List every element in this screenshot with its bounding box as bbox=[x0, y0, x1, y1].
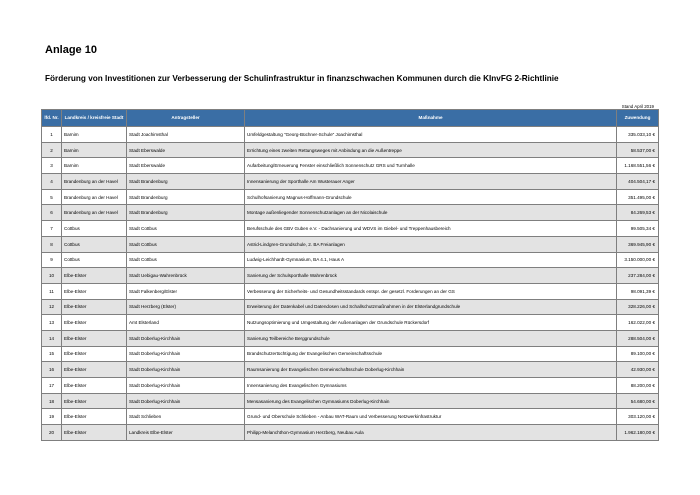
table-row bbox=[42, 362, 659, 378]
cell-antragsteller: Stadt Doberlug-Kirchhain bbox=[127, 393, 245, 409]
cell-antragsteller: Stadt Doberlug-Kirchhain bbox=[127, 362, 245, 378]
cell-nr: 9 bbox=[42, 252, 62, 268]
cell-zuwendung: 351.495,00 € bbox=[617, 189, 659, 205]
cell-zuwendung: 1.962.180,00 € bbox=[617, 425, 659, 441]
cell-antragsteller: Stadt Uebigau-Wahrenbrück bbox=[127, 268, 245, 284]
cell-kreis: Barnim bbox=[62, 158, 127, 174]
table-row bbox=[42, 221, 659, 237]
cell-antragsteller: Stadt Doberlug-Kirchhain bbox=[127, 378, 245, 394]
cell-zuwendung: 328.226,00 € bbox=[617, 299, 659, 315]
stand-date: Stand April 2019 bbox=[621, 104, 654, 109]
cell-massnahme: Sanierung Teilbereiche Berggrundschule bbox=[245, 330, 617, 346]
cell-nr: 17 bbox=[42, 378, 62, 394]
cell-zuwendung: 99.505,34 € bbox=[617, 221, 659, 237]
cell-kreis: Elbe-Elster bbox=[62, 346, 127, 362]
cell-nr: 3 bbox=[42, 158, 62, 174]
cell-massnahme: Verbesserung der Sicherheits- und Gesundheitsstandards entspr. der gesetzl. Forderungen an der GS bbox=[245, 283, 617, 299]
cell-kreis: Cottbus bbox=[62, 252, 127, 268]
cell-zuwendung: 54.680,00 € bbox=[617, 393, 659, 409]
cell-zuwendung: 404.504,17 € bbox=[617, 174, 659, 190]
cell-antragsteller: Stadt Eberswalde bbox=[127, 158, 245, 174]
cell-massnahme: Brandschutzertüchtigung der Evangelischen Gemeinschaftsschule bbox=[245, 346, 617, 362]
table-row bbox=[42, 142, 659, 158]
table-row bbox=[42, 330, 659, 346]
cell-nr: 4 bbox=[42, 174, 62, 190]
cell-massnahme: Berufsschule des GBV Guben e.V. - Dachsanierung und WDVS im Giebel- und Treppenhausbereich bbox=[245, 221, 617, 237]
cell-zuwendung: 3.150.000,00 € bbox=[617, 252, 659, 268]
cell-massnahme: Innensanierung des Evangelischen Gymnasiums bbox=[245, 378, 617, 394]
cell-kreis: Elbe-Elster bbox=[62, 299, 127, 315]
cell-zuwendung: 58.537,00 € bbox=[617, 142, 659, 158]
cell-antragsteller: Stadt Cottbus bbox=[127, 236, 245, 252]
table-row bbox=[42, 315, 659, 331]
cell-antragsteller: Stadt Cottbus bbox=[127, 252, 245, 268]
header-zuwendung: Zuwendung bbox=[617, 110, 659, 127]
cell-massnahme: Sanierung der Schulsporthalle Wahrenbrück bbox=[245, 268, 617, 284]
table-row bbox=[42, 346, 659, 362]
table-row bbox=[42, 205, 659, 221]
cell-nr: 19 bbox=[42, 409, 62, 425]
cell-nr: 5 bbox=[42, 189, 62, 205]
cell-antragsteller: Stadt Brandenburg bbox=[127, 174, 245, 190]
cell-zuwendung: 288.504,00 € bbox=[617, 330, 659, 346]
cell-nr: 16 bbox=[42, 362, 62, 378]
cell-antragsteller: Amt Elsterland bbox=[127, 315, 245, 331]
cell-nr: 20 bbox=[42, 425, 62, 441]
table-row bbox=[42, 236, 659, 252]
cell-kreis: Elbe-Elster bbox=[62, 362, 127, 378]
cell-nr: 11 bbox=[42, 283, 62, 299]
cell-zuwendung: 237.284,00 € bbox=[617, 268, 659, 284]
header-kreis: Landkreis / kreisfreie Stadt bbox=[62, 110, 127, 127]
cell-zuwendung: 303.120,00 € bbox=[617, 409, 659, 425]
cell-kreis: Elbe-Elster bbox=[62, 283, 127, 299]
document-heading: Anlage 10 bbox=[45, 44, 97, 56]
cell-kreis: Elbe-Elster bbox=[62, 268, 127, 284]
table-row bbox=[42, 158, 659, 174]
cell-massnahme: Schulhofsanierung Magnus-Hoffmann-Grundschule bbox=[245, 189, 617, 205]
cell-zuwendung: 369.945,90 € bbox=[617, 236, 659, 252]
cell-zuwendung: 162.022,00 € bbox=[617, 315, 659, 331]
table-row bbox=[42, 189, 659, 205]
cell-nr: 10 bbox=[42, 268, 62, 284]
cell-antragsteller: Stadt Joachimsthal bbox=[127, 127, 245, 143]
cell-kreis: Elbe-Elster bbox=[62, 393, 127, 409]
table-row bbox=[42, 409, 659, 425]
cell-massnahme: Nutzungsoptimierung und Umgestaltung der Außenanlagen der Grundschule Rückersdorf bbox=[245, 315, 617, 331]
header-massnahme: Maßnahme bbox=[245, 110, 617, 127]
cell-nr: 8 bbox=[42, 236, 62, 252]
cell-antragsteller: Stadt Brandenburg bbox=[127, 205, 245, 221]
cell-kreis: Brandenburg an der Havel bbox=[62, 174, 127, 190]
cell-antragsteller: Stadt Cottbus bbox=[127, 221, 245, 237]
cell-antragsteller: Stadt Falkenberg/Elster bbox=[127, 283, 245, 299]
table-row bbox=[42, 393, 659, 409]
cell-massnahme: Aufarbeitung/Erneuerung Fenster einschließlich Sonnenschutz GRS und Turnhalle bbox=[245, 158, 617, 174]
cell-nr: 14 bbox=[42, 330, 62, 346]
cell-massnahme: Ludwig-Leichhardt-Gymnasium, BA 4.1, Haus A bbox=[245, 252, 617, 268]
table-row bbox=[42, 378, 659, 394]
header-antragsteller: Antragsteller bbox=[127, 110, 245, 127]
table-row bbox=[42, 127, 659, 143]
cell-nr: 1 bbox=[42, 127, 62, 143]
header-nr: lfd. Nr. bbox=[42, 110, 62, 127]
cell-kreis: Brandenburg an der Havel bbox=[62, 189, 127, 205]
table-row bbox=[42, 174, 659, 190]
cell-nr: 15 bbox=[42, 346, 62, 362]
cell-antragsteller: Landkreis Elbe-Elster bbox=[127, 425, 245, 441]
cell-antragsteller: Stadt Doberlug-Kirchhain bbox=[127, 330, 245, 346]
cell-kreis: Elbe-Elster bbox=[62, 425, 127, 441]
cell-massnahme: Umfeldgestaltung "Georg-Büchner-Schule" Joachimsthal bbox=[245, 127, 617, 143]
cell-massnahme: Grund- und Oberschule Schlieben - Anbau WAT-Raum und Verbesserung Netzwerkinfrastruktur bbox=[245, 409, 617, 425]
cell-massnahme: Philipp-Melanchthon-Gymnasium Herzberg, Neubau Aula bbox=[245, 425, 617, 441]
cell-zuwendung: 1.168.551,56 € bbox=[617, 158, 659, 174]
cell-antragsteller: Stadt Doberlug-Kirchhain bbox=[127, 346, 245, 362]
cell-massnahme: Raumsanierung der Evangelischen Gemeinschaftsschule Doberlug-Kirchhain bbox=[245, 362, 617, 378]
cell-nr: 6 bbox=[42, 205, 62, 221]
cell-nr: 12 bbox=[42, 299, 62, 315]
cell-zuwendung: 84.269,53 € bbox=[617, 205, 659, 221]
table-row bbox=[42, 252, 659, 268]
document-title: Förderung von Investitionen zur Verbesserung der Schulinfrastruktur in finanzschwachen Kommunen durch die KInvFG 2-Richtlinie bbox=[45, 74, 559, 83]
cell-zuwendung: 88.200,00 € bbox=[617, 378, 659, 394]
cell-kreis: Elbe-Elster bbox=[62, 378, 127, 394]
table-row bbox=[42, 425, 659, 441]
cell-massnahme: Astrid-Lindgren-Grundschule, 2. BA Freianlagen bbox=[245, 236, 617, 252]
cell-antragsteller: Stadt Schlieben bbox=[127, 409, 245, 425]
cell-zuwendung: 42.930,00 € bbox=[617, 362, 659, 378]
cell-antragsteller: Stadt Herzberg (Elster) bbox=[127, 299, 245, 315]
cell-kreis: Elbe-Elster bbox=[62, 315, 127, 331]
cell-zuwendung: 89.100,00 € bbox=[617, 346, 659, 362]
cell-kreis: Brandenburg an der Havel bbox=[62, 205, 127, 221]
cell-nr: 18 bbox=[42, 393, 62, 409]
cell-nr: 7 bbox=[42, 221, 62, 237]
cell-kreis: Barnim bbox=[62, 127, 127, 143]
table-row bbox=[42, 268, 659, 284]
cell-zuwendung: 335.033,10 € bbox=[617, 127, 659, 143]
cell-massnahme: Innensanierung der Sporthalle Am Wusterauer Anger bbox=[245, 174, 617, 190]
table-row bbox=[42, 283, 659, 299]
cell-kreis: Elbe-Elster bbox=[62, 409, 127, 425]
cell-kreis: Cottbus bbox=[62, 221, 127, 237]
cell-nr: 13 bbox=[42, 315, 62, 331]
funding-table bbox=[41, 109, 659, 441]
cell-massnahme: Errichtung eines zweiten Rettungsweges mit Anbindung an die Außentreppe bbox=[245, 142, 617, 158]
cell-massnahme: Erweiterung der Datenkabel und Datendosen und Schallschutzmaßnahmen in der Elsterlandgrundschule bbox=[245, 299, 617, 315]
cell-kreis: Elbe-Elster bbox=[62, 330, 127, 346]
cell-kreis: Cottbus bbox=[62, 236, 127, 252]
cell-nr: 2 bbox=[42, 142, 62, 158]
cell-zuwendung: 98.091,39 € bbox=[617, 283, 659, 299]
cell-massnahme: Montage außenliegender Sonnenschutzanlagen an der Nicolaischule bbox=[245, 205, 617, 221]
cell-massnahme: Mensasanierung des Evangelischen Gymnasiums Doberlug-Kirchhain bbox=[245, 393, 617, 409]
table-header-row bbox=[42, 110, 659, 127]
cell-kreis: Barnim bbox=[62, 142, 127, 158]
cell-antragsteller: Stadt Eberswalde bbox=[127, 142, 245, 158]
table-row bbox=[42, 299, 659, 315]
cell-antragsteller: Stadt Brandenburg bbox=[127, 189, 245, 205]
